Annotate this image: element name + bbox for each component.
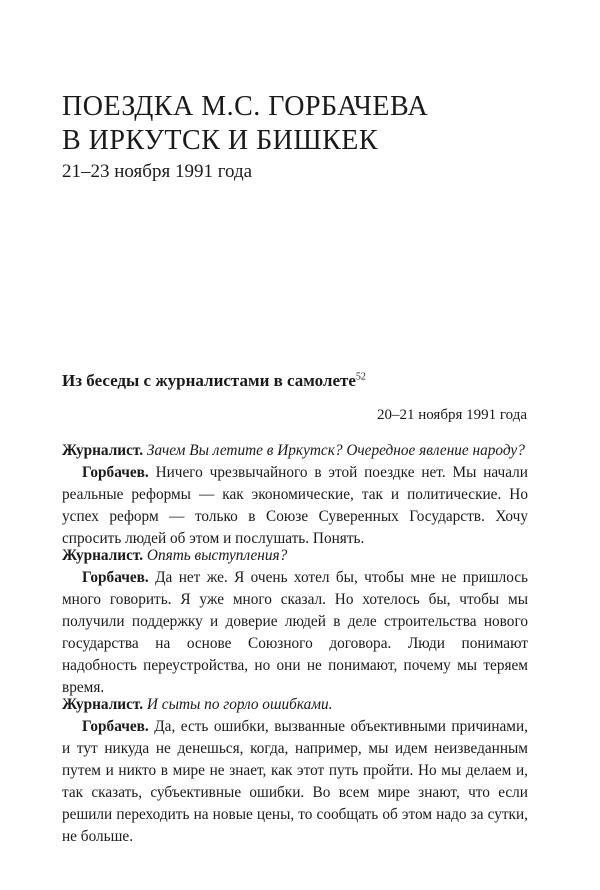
speaker-journalist: Журналист. (62, 696, 144, 713)
footnote-marker: 52 (355, 371, 366, 383)
speaker-gorbachev: Горбачев. (82, 718, 149, 735)
answer-paragraph (62, 716, 528, 848)
question-text: И сыты по горло ошибками. (146, 696, 333, 713)
answer-paragraph (62, 462, 528, 550)
question-text: Опять выступления? (146, 547, 288, 564)
question-paragraph (62, 440, 528, 462)
dialogue-block-3 (62, 694, 528, 848)
question-text: Зачем Вы летите в Иркутск? Очередное явление народу? (146, 442, 525, 459)
dialogue-block-2 (62, 545, 528, 699)
chapter-dates: 21–23 ноября 1991 года (62, 161, 253, 182)
answer-text: Да нет же. Я очень хотел бы, чтобы мне не пришлось много говорить. Я уже много сказал. Но хотелось бы, чтобы мы получили поддержку и доверие людей в деле строительства нового государства на основе Союзного договора. Люди понимают надобность переустройства, но они не понимают, почему мы теряем время. (62, 569, 528, 696)
answer-text: Да, есть ошибки, вызванные объективными причинами, и тут никуда не денешься, когда, например, мы идем неизведанным путем и никто в мире не знает, как этот путь пройти. Но мы делаем и, так сказать, субъективные ошибки. Во всем мире знают, что если решили переходить на новые цены, то сообщать об этом надо за сутки, не больше. (62, 718, 528, 845)
speaker-journalist: Журналист. (62, 547, 144, 564)
answer-paragraph (62, 567, 528, 699)
chapter-title-line-2: В ИРКУТСК И БИШКЕК (62, 125, 379, 156)
speaker-journalist: Журналист. (62, 442, 144, 459)
dialogue-block-1 (62, 440, 528, 550)
section-date: 20–21 ноября 1991 года (376, 407, 527, 423)
chapter-title (62, 90, 542, 158)
speaker-gorbachev: Горбачев. (82, 569, 149, 586)
section-heading (62, 370, 366, 392)
speaker-gorbachev: Горбачев. (82, 464, 149, 481)
chapter-title-line-1: ПОЕЗДКА М.С. ГОРБАЧЕВА (62, 91, 429, 122)
answer-text: Ничего чрезвычайного в этой поездке нет. Мы начали реальные реформы — как экономические, так и политические. Но успех реформ — только в Союзе Суверенных Государств. Хочу спросить людей об этом и послушать. Понять. (62, 464, 528, 547)
question-paragraph (62, 545, 528, 567)
section-heading-text: Из беседы с журналистами в самолете (62, 371, 356, 390)
question-paragraph (62, 694, 528, 716)
